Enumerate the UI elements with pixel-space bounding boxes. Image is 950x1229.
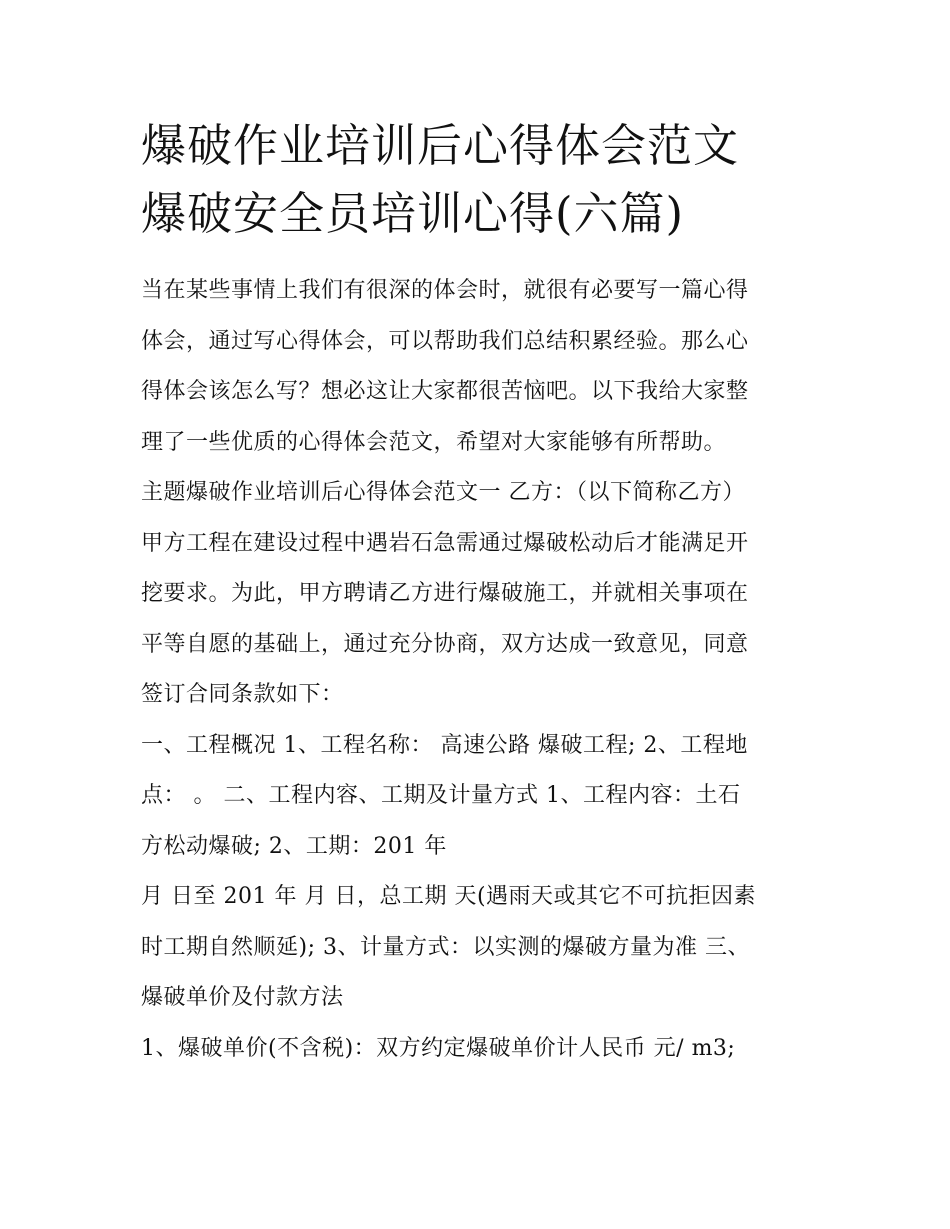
title-line-2: 爆破安全员培训心得(六篇) <box>141 187 685 240</box>
text-line: 平等自愿的基础上，通过充分协商，双方达成一致意见，同意 <box>141 631 749 657</box>
document-page <box>141 112 821 1074</box>
text-line: 体会，通过写心得体会，可以帮助我们总结积累经验。那么心 <box>141 328 749 354</box>
text-line: 点： 。 二、工程内容、工期及计量方式 1、工程内容：土石 <box>141 783 741 808</box>
text-line: 挖要求。为此，甲方聘请乙方进行爆破施工，并就相关事项在 <box>141 581 749 606</box>
text-line: 时工期自然顺延); 3、计量方式：以实测的爆破方量为准 三、 <box>141 934 750 960</box>
title-line-1: 爆破作业培训后心得体会范文 <box>141 119 740 172</box>
text-line: 1、爆破单价(不含税)：双方约定爆破单价计人民币 元/ m3; <box>141 1035 736 1061</box>
text-line: 当在某些事情上我们有很深的体会时，就很有必要写一篇心得 <box>141 278 749 303</box>
text-line: 签订合同条款如下： <box>141 682 344 707</box>
text-line: 一、工程概况 1、工程名称： 高速公路 爆破工程; 2、工程地 <box>141 732 748 758</box>
document-body <box>141 266 821 1074</box>
text-line: 理了一些优质的心得体会范文，希望对大家能够有所帮助。 <box>141 429 727 455</box>
paragraph-intro <box>141 266 821 468</box>
document-title <box>141 112 821 248</box>
paragraph-project-overview <box>141 721 821 873</box>
paragraph-unit-price <box>141 1024 821 1075</box>
text-line: 方松动爆破; 2、工期：201 年 <box>141 833 447 859</box>
paragraph-contract-preamble <box>141 468 821 721</box>
text-line: 主题爆破作业培训后心得体会范文一 乙方：（以下简称乙方） <box>141 480 745 505</box>
text-line: 甲方工程在建设过程中遇岩石急需通过爆破松动后才能满足开 <box>141 530 749 556</box>
text-line: 月 日至 201 年 月 日，总工期 天(遇雨天或其它不可抗拒因素 <box>141 884 757 909</box>
paragraph-schedule <box>141 872 821 1024</box>
text-line: 爆破单价及付款方法 <box>141 985 344 1010</box>
text-line: 得体会该怎么写？想必这让大家都很苦恼吧。以下我给大家整 <box>141 379 749 404</box>
